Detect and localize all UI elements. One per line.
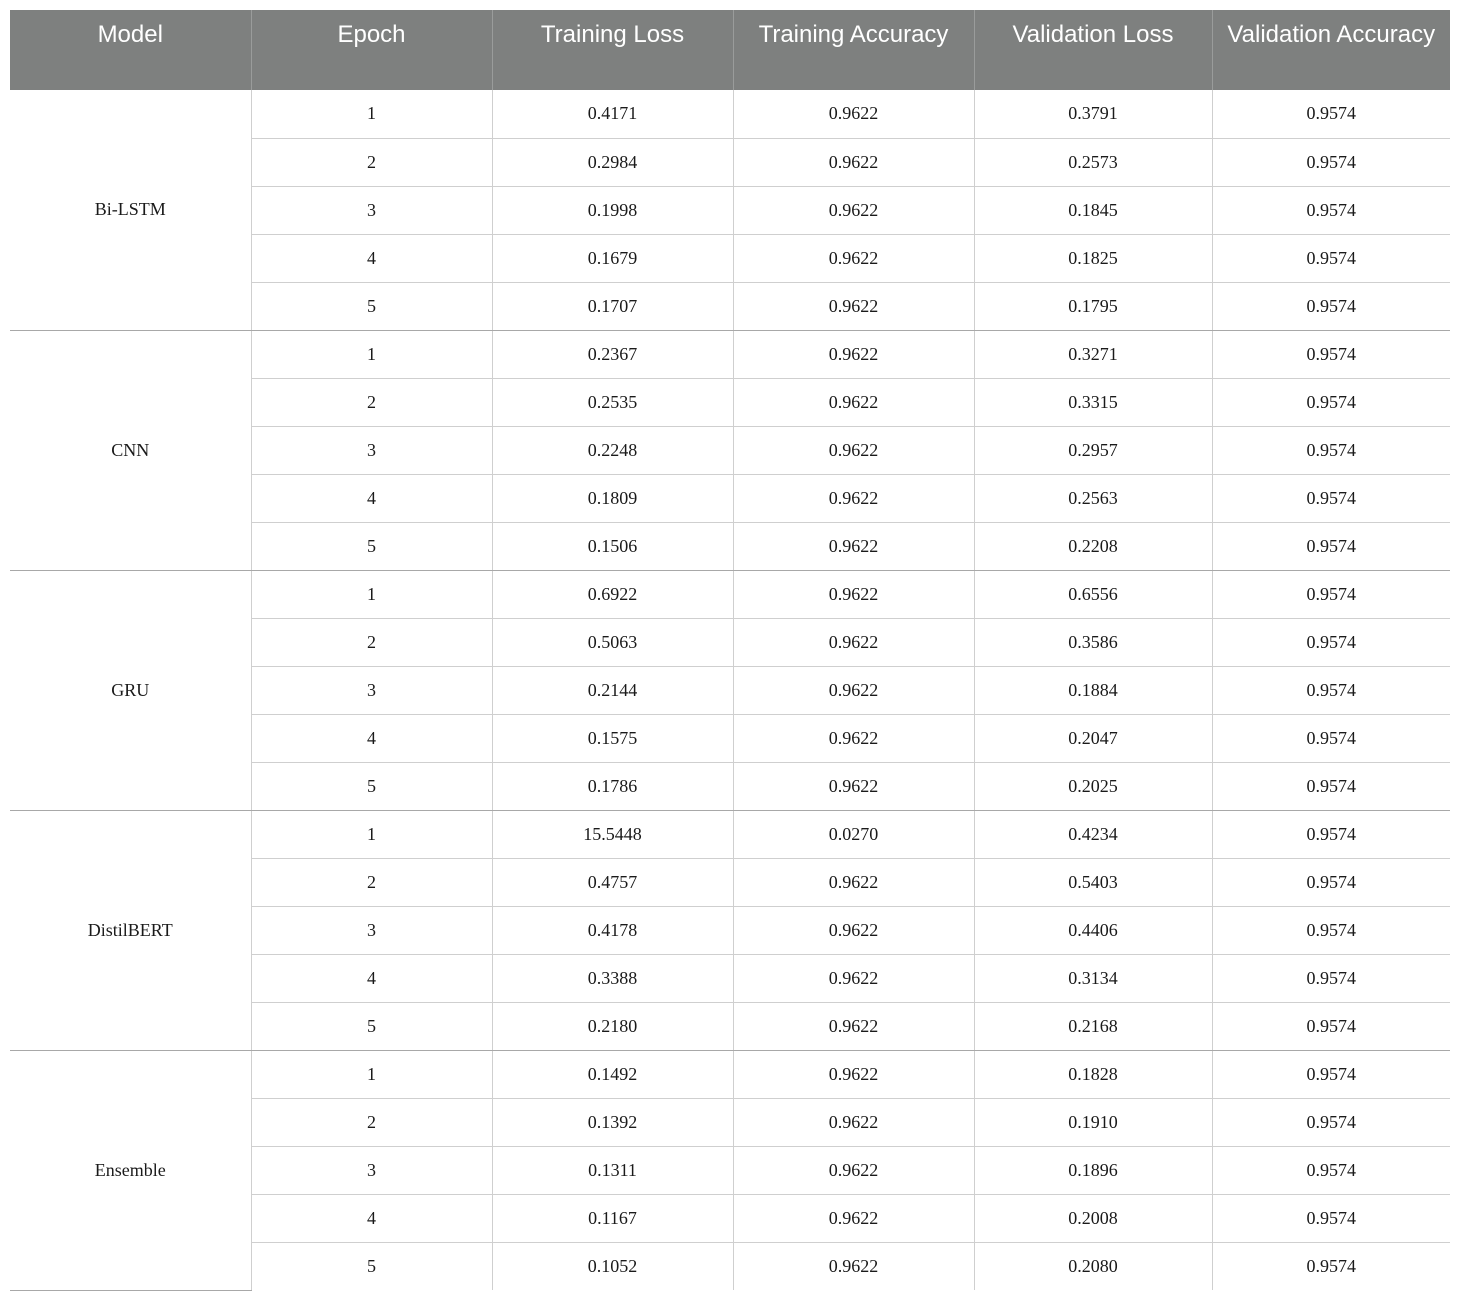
header-row [10, 10, 1450, 90]
validation-loss-cell: 0.4406 [974, 906, 1212, 954]
training-accuracy-cell: 0.9622 [733, 858, 974, 906]
validation-loss-cell: 0.3791 [974, 90, 1212, 138]
results-table-container [10, 10, 1450, 1291]
training-loss-cell: 0.1052 [492, 1242, 733, 1290]
training-loss-cell: 0.6922 [492, 570, 733, 618]
table-row [10, 810, 1450, 858]
training-loss-cell: 0.2248 [492, 426, 733, 474]
model-cell: DistilBERT [10, 810, 251, 1050]
header-training-loss: Training Loss [492, 10, 733, 90]
validation-accuracy-cell: 0.9574 [1212, 426, 1450, 474]
validation-loss-cell: 0.1795 [974, 282, 1212, 330]
training-loss-cell: 0.4178 [492, 906, 733, 954]
validation-accuracy-cell: 0.9574 [1212, 186, 1450, 234]
epoch-cell: 2 [251, 858, 492, 906]
validation-accuracy-cell: 0.9574 [1212, 90, 1450, 138]
training-loss-cell: 0.5063 [492, 618, 733, 666]
validation-loss-cell: 0.2080 [974, 1242, 1212, 1290]
epoch-cell: 4 [251, 1194, 492, 1242]
validation-accuracy-cell: 0.9574 [1212, 762, 1450, 810]
validation-accuracy-cell: 0.9574 [1212, 282, 1450, 330]
validation-loss-cell: 0.2047 [974, 714, 1212, 762]
table-row [10, 90, 1450, 138]
validation-accuracy-cell: 0.9574 [1212, 858, 1450, 906]
training-accuracy-cell: 0.9622 [733, 522, 974, 570]
epoch-cell: 1 [251, 90, 492, 138]
epoch-cell: 3 [251, 1146, 492, 1194]
header-validation-accuracy: Validation Accuracy [1212, 10, 1450, 90]
training-loss-cell: 0.3388 [492, 954, 733, 1002]
validation-accuracy-cell: 0.9574 [1212, 906, 1450, 954]
training-loss-cell: 0.4757 [492, 858, 733, 906]
training-loss-cell: 0.2180 [492, 1002, 733, 1050]
training-accuracy-cell: 0.9622 [733, 714, 974, 762]
validation-loss-cell: 0.6556 [974, 570, 1212, 618]
training-accuracy-cell: 0.9622 [733, 378, 974, 426]
training-loss-cell: 0.1506 [492, 522, 733, 570]
validation-loss-cell: 0.1825 [974, 234, 1212, 282]
validation-accuracy-cell: 0.9574 [1212, 234, 1450, 282]
training-loss-cell: 0.1575 [492, 714, 733, 762]
validation-accuracy-cell: 0.9574 [1212, 330, 1450, 378]
epoch-cell: 1 [251, 810, 492, 858]
training-accuracy-cell: 0.9622 [733, 954, 974, 1002]
training-accuracy-cell: 0.9622 [733, 1146, 974, 1194]
training-accuracy-cell: 0.9622 [733, 1002, 974, 1050]
epoch-cell: 5 [251, 1002, 492, 1050]
training-loss-cell: 0.1492 [492, 1050, 733, 1098]
training-accuracy-cell: 0.9622 [733, 474, 974, 522]
validation-loss-cell: 0.5403 [974, 858, 1212, 906]
validation-accuracy-cell: 0.9574 [1212, 1242, 1450, 1290]
validation-loss-cell: 0.2025 [974, 762, 1212, 810]
training-loss-cell: 0.2367 [492, 330, 733, 378]
validation-accuracy-cell: 0.9574 [1212, 1098, 1450, 1146]
epoch-cell: 4 [251, 234, 492, 282]
table-body [10, 90, 1450, 1290]
training-loss-cell: 0.1786 [492, 762, 733, 810]
validation-accuracy-cell: 0.9574 [1212, 666, 1450, 714]
training-loss-cell: 0.1707 [492, 282, 733, 330]
epoch-cell: 2 [251, 1098, 492, 1146]
epoch-cell: 4 [251, 474, 492, 522]
header-validation-loss: Validation Loss [974, 10, 1212, 90]
epoch-cell: 2 [251, 618, 492, 666]
validation-loss-cell: 0.1828 [974, 1050, 1212, 1098]
training-accuracy-cell: 0.9622 [733, 570, 974, 618]
header-training-accuracy: Training Accuracy [733, 10, 974, 90]
training-accuracy-cell: 0.9622 [733, 90, 974, 138]
training-accuracy-cell: 0.9622 [733, 234, 974, 282]
training-accuracy-cell: 0.9622 [733, 618, 974, 666]
epoch-cell: 4 [251, 954, 492, 1002]
training-accuracy-cell: 0.9622 [733, 186, 974, 234]
epoch-cell: 3 [251, 186, 492, 234]
validation-accuracy-cell: 0.9574 [1212, 1194, 1450, 1242]
training-accuracy-cell: 0.9622 [733, 1242, 974, 1290]
header-epoch: Epoch [251, 10, 492, 90]
table-row [10, 330, 1450, 378]
model-cell: Bi-LSTM [10, 90, 251, 330]
validation-accuracy-cell: 0.9574 [1212, 1050, 1450, 1098]
training-loss-cell: 0.1167 [492, 1194, 733, 1242]
validation-loss-cell: 0.3586 [974, 618, 1212, 666]
validation-accuracy-cell: 0.9574 [1212, 1002, 1450, 1050]
validation-accuracy-cell: 0.9574 [1212, 570, 1450, 618]
training-accuracy-cell: 0.9622 [733, 330, 974, 378]
training-accuracy-cell: 0.0270 [733, 810, 974, 858]
validation-loss-cell: 0.4234 [974, 810, 1212, 858]
header-model: Model [10, 10, 251, 90]
training-loss-cell: 15.5448 [492, 810, 733, 858]
epoch-cell: 4 [251, 714, 492, 762]
epoch-cell: 5 [251, 522, 492, 570]
validation-accuracy-cell: 0.9574 [1212, 810, 1450, 858]
table-row [10, 570, 1450, 618]
training-results-table [10, 10, 1450, 1291]
epoch-cell: 5 [251, 282, 492, 330]
training-loss-cell: 0.1311 [492, 1146, 733, 1194]
training-loss-cell: 0.2535 [492, 378, 733, 426]
epoch-cell: 1 [251, 330, 492, 378]
table-row [10, 1050, 1450, 1098]
training-loss-cell: 0.2984 [492, 138, 733, 186]
training-accuracy-cell: 0.9622 [733, 1098, 974, 1146]
validation-accuracy-cell: 0.9574 [1212, 138, 1450, 186]
training-accuracy-cell: 0.9622 [733, 762, 974, 810]
epoch-cell: 3 [251, 666, 492, 714]
epoch-cell: 1 [251, 1050, 492, 1098]
model-cell: GRU [10, 570, 251, 810]
table-header [10, 10, 1450, 90]
validation-accuracy-cell: 0.9574 [1212, 954, 1450, 1002]
validation-loss-cell: 0.3271 [974, 330, 1212, 378]
validation-accuracy-cell: 0.9574 [1212, 522, 1450, 570]
epoch-cell: 1 [251, 570, 492, 618]
validation-loss-cell: 0.3134 [974, 954, 1212, 1002]
validation-loss-cell: 0.1910 [974, 1098, 1212, 1146]
validation-accuracy-cell: 0.9574 [1212, 1146, 1450, 1194]
epoch-cell: 3 [251, 426, 492, 474]
validation-accuracy-cell: 0.9574 [1212, 474, 1450, 522]
training-loss-cell: 0.2144 [492, 666, 733, 714]
training-accuracy-cell: 0.9622 [733, 906, 974, 954]
validation-loss-cell: 0.2957 [974, 426, 1212, 474]
training-accuracy-cell: 0.9622 [733, 666, 974, 714]
epoch-cell: 2 [251, 138, 492, 186]
validation-accuracy-cell: 0.9574 [1212, 618, 1450, 666]
validation-loss-cell: 0.2563 [974, 474, 1212, 522]
training-loss-cell: 0.1679 [492, 234, 733, 282]
validation-loss-cell: 0.2168 [974, 1002, 1212, 1050]
training-loss-cell: 0.1998 [492, 186, 733, 234]
training-loss-cell: 0.4171 [492, 90, 733, 138]
training-accuracy-cell: 0.9622 [733, 282, 974, 330]
validation-accuracy-cell: 0.9574 [1212, 378, 1450, 426]
training-accuracy-cell: 0.9622 [733, 426, 974, 474]
validation-loss-cell: 0.2008 [974, 1194, 1212, 1242]
training-loss-cell: 0.1809 [492, 474, 733, 522]
validation-loss-cell: 0.1896 [974, 1146, 1212, 1194]
validation-loss-cell: 0.2208 [974, 522, 1212, 570]
validation-loss-cell: 0.3315 [974, 378, 1212, 426]
validation-loss-cell: 0.1845 [974, 186, 1212, 234]
epoch-cell: 5 [251, 1242, 492, 1290]
epoch-cell: 5 [251, 762, 492, 810]
validation-loss-cell: 0.2573 [974, 138, 1212, 186]
model-cell: CNN [10, 330, 251, 570]
epoch-cell: 3 [251, 906, 492, 954]
model-cell: Ensemble [10, 1050, 251, 1290]
training-loss-cell: 0.1392 [492, 1098, 733, 1146]
validation-accuracy-cell: 0.9574 [1212, 714, 1450, 762]
training-accuracy-cell: 0.9622 [733, 1194, 974, 1242]
training-accuracy-cell: 0.9622 [733, 1050, 974, 1098]
epoch-cell: 2 [251, 378, 492, 426]
training-accuracy-cell: 0.9622 [733, 138, 974, 186]
validation-loss-cell: 0.1884 [974, 666, 1212, 714]
